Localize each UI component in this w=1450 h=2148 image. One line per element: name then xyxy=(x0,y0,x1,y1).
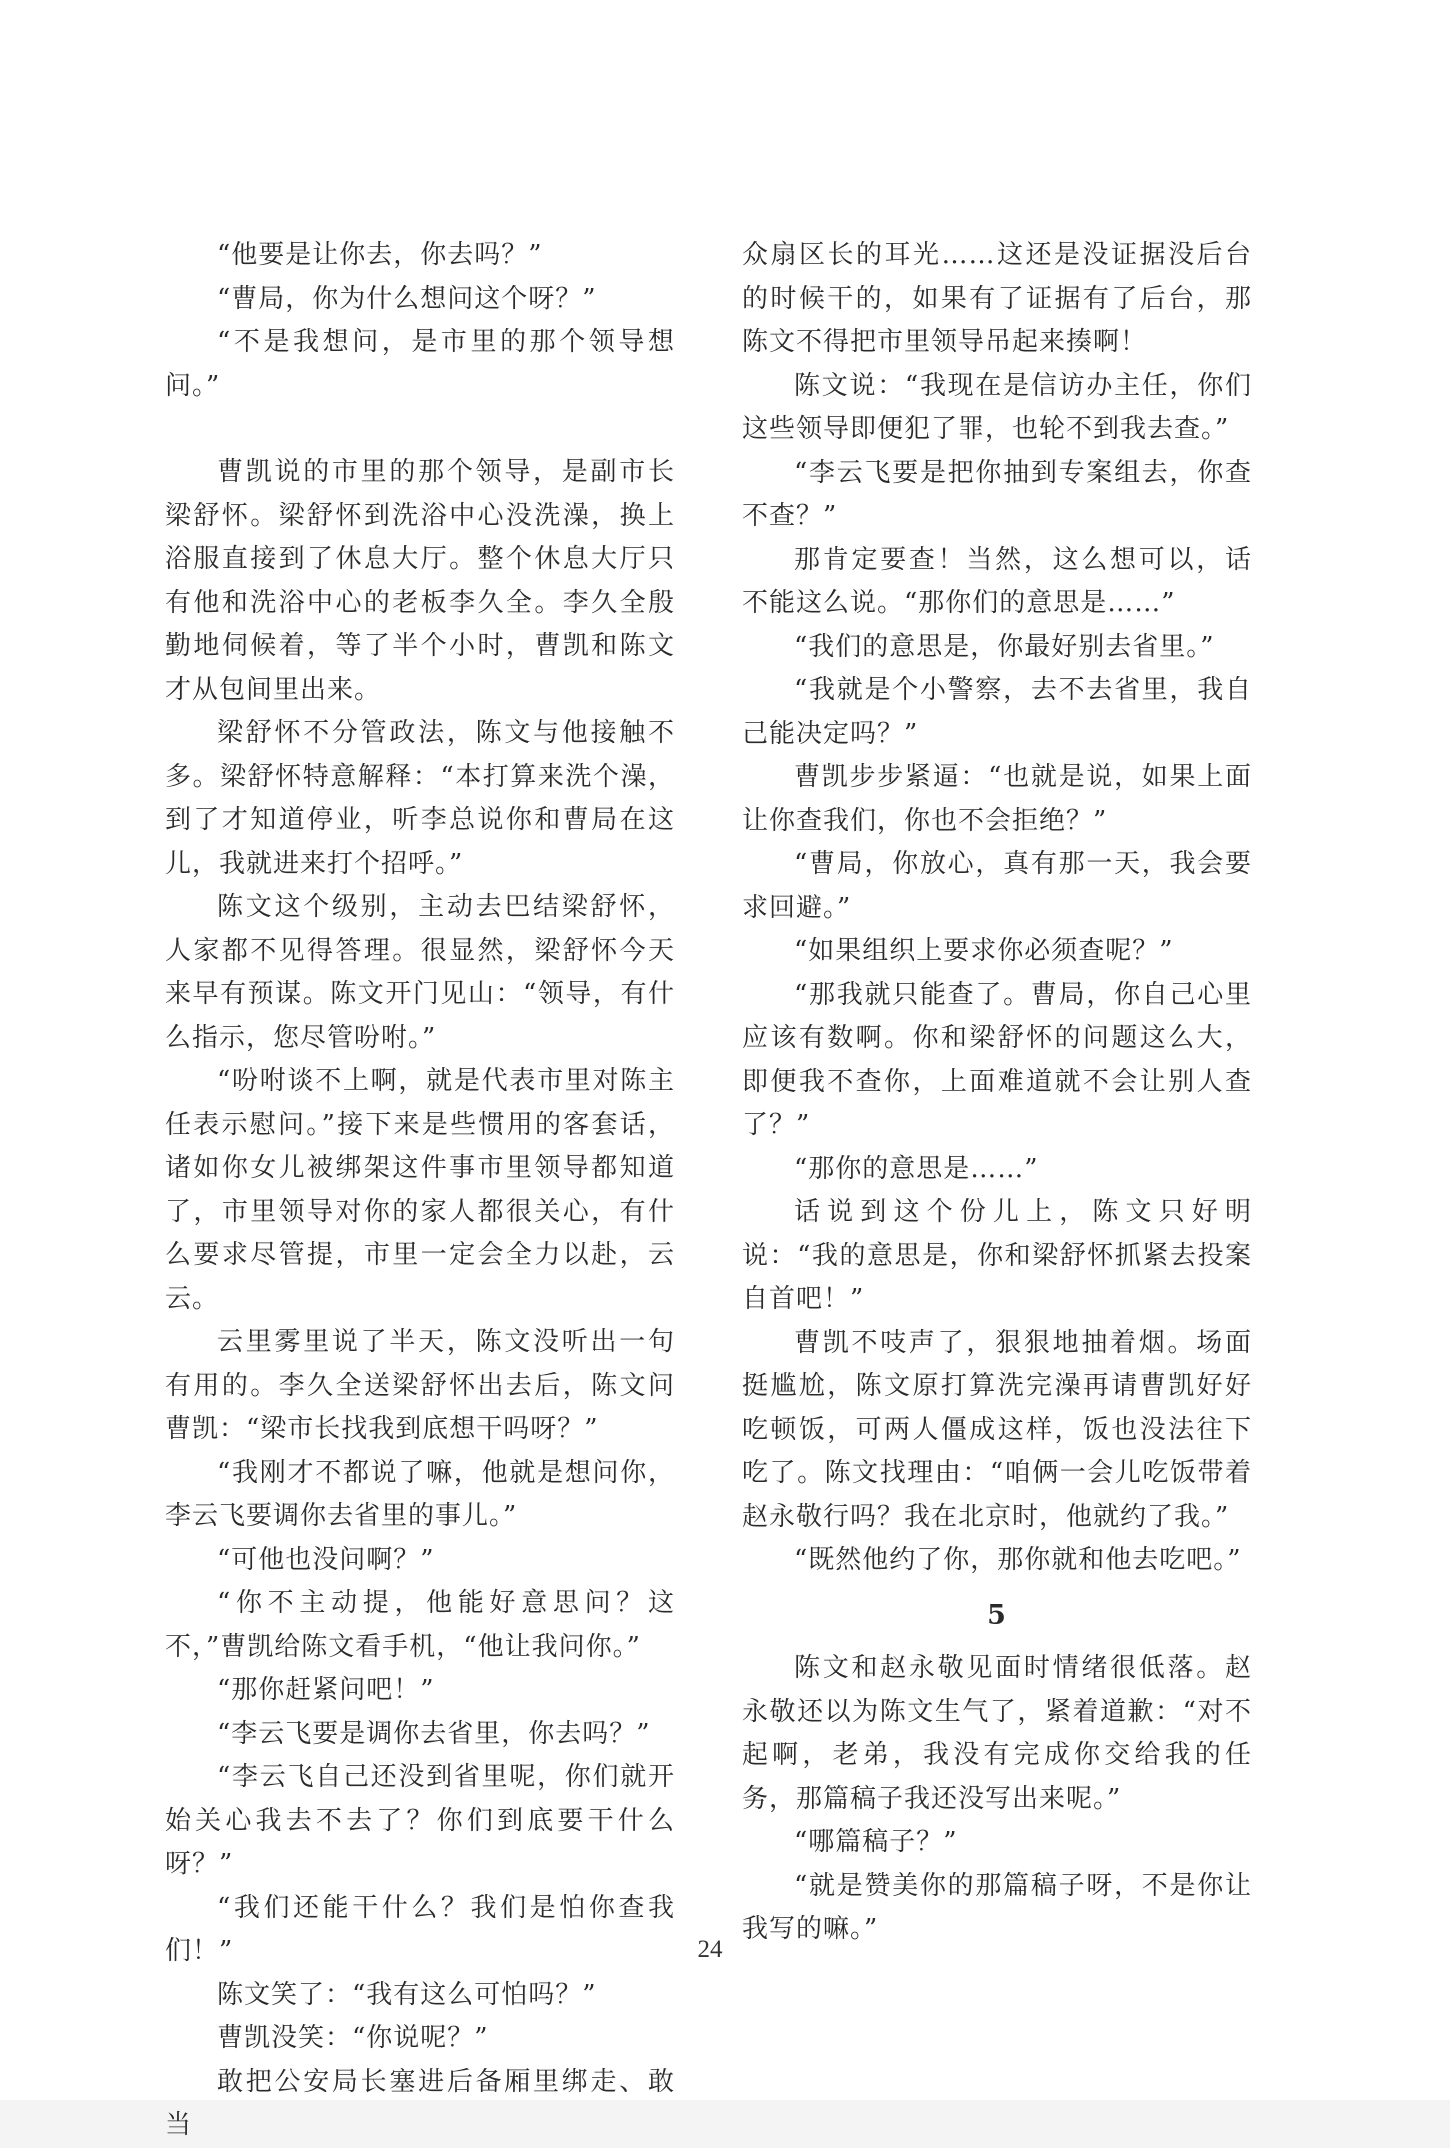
paragraph: “吩咐谈不上啊，就是代表市里对陈主任表示慰问。”接下来是些惯用的客套话，诸如你女儿被绑架这件事市里领导都知道了，市里领导对你的家人都很关心，有什么要求尽管提，市里一定会全力以赴，云云。 xyxy=(165,1066,675,1314)
paragraph: 曹凯没笑：“你说呢？” xyxy=(217,2023,489,2053)
paragraph: “那你赶紧问吧！” xyxy=(217,1675,435,1705)
paragraph: 陈文笑了：“我有这么可怕吗？” xyxy=(217,1979,597,2010)
page-number: 24 xyxy=(697,1936,723,1963)
paragraph: 陈文这个级别，主动去巴结梁舒怀，人家都不见得答理。很显然，梁舒怀今天来早有预谋。陈文开门见山：“领导，有什么指示，您尽管吩咐。” xyxy=(165,892,675,1053)
paragraph: “就是赞美你的那篇稿子呀，不是你让我写的嘛。” xyxy=(742,1870,1252,1944)
paragraph: “那你的意思是……” xyxy=(794,1153,1039,1184)
paragraph: 曹凯步步紧逼：“也就是说，如果上面让你查我们，你也不会拒绝？” xyxy=(742,762,1252,836)
paragraph: “李云飞自己还没到省里呢，你们就开始关心我去不去了？你们到底要干什么呀？” xyxy=(165,1762,675,1879)
paragraph: “我们的意思是，你最好别去省里。” xyxy=(794,631,1215,662)
paragraph: 敢把公安局长塞进后备厢里绑走、敢当 xyxy=(165,2066,675,2140)
paragraph: 曹凯说的市里的那个领导，是副市长梁舒怀。梁舒怀到洗浴中心没洗澡，换上浴服直接到了休息大厅。整个休息大厅只有他和洗浴中心的老板李久全。李久全殷勤地伺候着，等了半个小时，曹凯和陈文才从包间里出来。 xyxy=(165,457,675,705)
paragraph: “既然他约了你，那你就和他去吃吧。” xyxy=(794,1545,1242,1575)
paragraph: 梁舒怀不分管政法，陈文与他接触不多。梁舒怀特意解释：“本打算来洗个澡，到了才知道停业，听李总说你和曹局在这儿，我就进来打个招呼。” xyxy=(165,718,675,879)
paragraph: “哪篇稿子？” xyxy=(794,1827,958,1857)
paragraph: “我们还能干什么？我们是怕你查我们！” xyxy=(165,1892,675,1966)
paragraph: “李云飞要是把你抽到专案组去，你查不查？” xyxy=(742,457,1252,531)
paragraph: 那肯定要查！当然，这么想可以，话不能这么说。“那你们的意思是……” xyxy=(742,544,1252,618)
paragraph: “曹局，你放心，真有那一天，我会要求回避。” xyxy=(742,849,1252,923)
paragraph: “李云飞要是调你去省里，你去吗？” xyxy=(217,1718,651,1749)
paragraph: 云里雾里说了半天，陈文没听出一句有用的。李久全送梁舒怀出去后，陈文问曹凯：“梁市长找我到底想干吗呀？” xyxy=(165,1327,675,1444)
paragraph: “我刚才不都说了嘛，他就是想问你，李云飞要调你去省里的事儿。” xyxy=(165,1457,675,1531)
section-gap xyxy=(165,408,675,451)
paragraph-continued: 众扇区长的耳光……这还是没证据没后台的时候干的，如果有了证据有了后台，那陈文不得把市里领导吊起来揍啊！ xyxy=(742,240,1252,357)
paragraph: “你不主动提，他能好意思问？这不，”曹凯给陈文看手机，“他让我问你。” xyxy=(165,1588,675,1662)
paragraph: “如果组织上要求你必须查呢？” xyxy=(794,936,1174,966)
paragraph: “不是我想问，是市里的那个领导想问。” xyxy=(165,327,675,401)
section-heading: 5 xyxy=(987,1599,1007,1631)
paragraph: “那我就只能查了。曹局，你自己心里应该有数啊。你和梁舒怀的问题这么大，即便我不查你，上面难道就不会让别人查了？” xyxy=(742,979,1252,1140)
right-column xyxy=(742,234,1252,1952)
paragraph: “曹局，你为什么想问这个呀？” xyxy=(217,283,597,314)
paragraph: “他要是让你去，你去吗？” xyxy=(217,240,543,270)
paragraph: “可他也没问啊？” xyxy=(217,1544,435,1575)
left-column xyxy=(165,234,675,2148)
paragraph: 曹凯不吱声了，狠狠地抽着烟。场面挺尴尬，陈文原打算洗完澡再请曹凯好好吃顿饭，可两人僵成这样，饭也没法往下吃了。陈文找理由：“咱俩一会儿吃饭带着赵永敬行吗？我在北京时，他就约了我。” xyxy=(742,1327,1252,1532)
paragraph: 话说到这个份儿上，陈文只好明说：“我的意思是，你和梁舒怀抓紧去投案自首吧！” xyxy=(742,1197,1252,1314)
paragraph: 陈文说：“我现在是信访办主任，你们这些领导即便犯了罪，也轮不到我去查。” xyxy=(742,370,1252,444)
paragraph: “我就是个小警察，去不去省里，我自己能决定吗？” xyxy=(742,675,1252,749)
paragraph: 陈文和赵永敬见面时情绪很低落。赵永敬还以为陈文生气了，紧着道歉：“对不起啊，老弟，我没有完成你交给我的任务，那篇稿子我还没写出来呢。” xyxy=(742,1653,1252,1814)
